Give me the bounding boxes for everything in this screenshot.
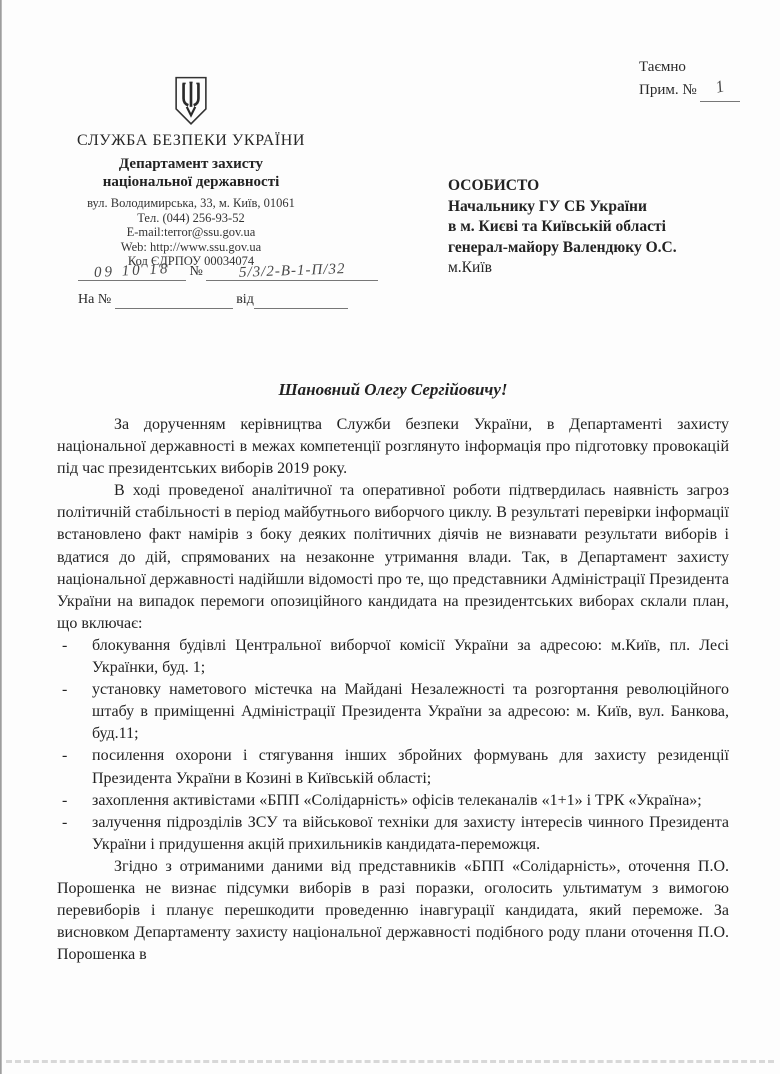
recipient-city: м.Київ <box>448 259 492 277</box>
list-item: - блокування будівлі Центральної виборчої комісії України за адресою: м.Київ, пл. Лесі Українки, буд. 1; <box>62 636 729 677</box>
reference-block <box>78 263 418 309</box>
incoming-from-label: від <box>236 292 254 307</box>
letter-body <box>57 414 729 966</box>
plan-bullet-list <box>57 635 729 856</box>
edrpou-code-line: Код ЄДРПОУ 00034074 <box>127 254 255 269</box>
recipient-line-3: генерал-майору Валендюку О.С. <box>448 238 677 256</box>
recipient-line-1: Начальнику ГУ СБ України <box>448 197 647 215</box>
list-item: - залучення підрозділів ЗСУ та військової техніки для захисту інтересів чинного Президента України і придушення акцій прихильників кандидата-переможця. <box>62 813 729 853</box>
paragraph-3: Згідно з отриманими даними від представників «БПП «Солідарність», оточення П.О. Порошенка не визнає підсумки виборів в разі поразки, оголосить ультиматум з вимогою перевиборів і планує перешкодити проведенню інавгурації кандидата, який переможе. За висновком Департаменту захисту національної державності подібного роду плани оточення П.О. Порошенка в <box>57 857 729 964</box>
department-name-line2: національної державності <box>102 174 280 190</box>
letterhead <box>56 76 326 269</box>
department-name-line1: Департамент захисту <box>118 156 264 172</box>
incoming-from-line <box>254 292 348 309</box>
classification-block <box>639 57 740 102</box>
trident-emblem-icon <box>174 76 208 126</box>
secrecy-label: Таємно <box>639 59 686 75</box>
list-item: - посилення охорони і стягування інших збройних формувань для захисту резиденції Президента України в Козині в Київській області; <box>62 747 729 787</box>
outgoing-number-label: № <box>189 264 203 279</box>
incoming-ref-line <box>115 292 233 309</box>
paragraph-2: В ході проведеної аналітичної та оперативної роботи підтвердилась наявність загроз політичній стабільності в період майбутнього виборчого циклу. В результаті перевірки інформації встановлено факт намірів з боку деяких політичних діячів не визнавати результати виборів і вдатися до дій, спрямованих на незаконне утримання влади. Так, в Департамент захисту національної державності надійшли відомості про те, що представники Адміністрації Президента України на випадок перемоги опозиційного кандидата на президентських виборах склали план, що включає: <box>57 482 729 632</box>
list-item: - установку наметового містечка на Майдані Незалежності та розгортання революційного штабу в приміщенні Адміністрації Президента України за адресою: м. Київ, вул. Банкова, буд.11; <box>62 681 729 743</box>
salutation: Шановний Олегу Сергійовичу! <box>278 380 508 399</box>
email-line: E-mail:terror@ssu.gov.ua <box>126 225 256 240</box>
address-line: вул. Володимирська, 33, м. Київ, 01061 <box>87 196 295 210</box>
phone-line: Тел. (044) 256-93-52 <box>137 210 245 225</box>
copy-number-line <box>700 78 740 102</box>
outgoing-number-line <box>206 263 378 281</box>
recipient-line-2: в м. Києві та Київській області <box>448 218 666 236</box>
list-item: - захоплення активістами «БПП «Солідарність» офісів телеканалів «1+1» і ТРК «Україна»; <box>62 791 702 809</box>
website-line: Web: http://www.ssu.gov.ua <box>120 239 262 254</box>
recipient-block <box>448 176 677 279</box>
scan-edge-left-artifact <box>0 0 2 1074</box>
outgoing-number-handwritten: 5/3/2-В-1-П/32 <box>238 261 346 281</box>
paragraph-1: За дорученням керівництва Служби безпеки України, в Департаменті захисту національної державності в межах компетенції розглянуто інформація про підготовку провокацій під час президентських виборів 2019 року. <box>57 416 729 478</box>
outgoing-date-line <box>78 263 186 281</box>
copy-number-value: 1 <box>713 76 727 97</box>
organization-name: СЛУЖБА БЕЗПЕКИ УКРАЇНИ <box>76 132 306 149</box>
incoming-ref-label: На № <box>78 292 112 307</box>
copy-number-label: Прим. № <box>639 82 697 98</box>
recipient-personal-label: ОСОБИСТО <box>448 177 540 194</box>
scan-edge-bottom-artifact <box>6 1060 774 1063</box>
outgoing-date-handwritten: 09 10 18 <box>93 261 171 281</box>
